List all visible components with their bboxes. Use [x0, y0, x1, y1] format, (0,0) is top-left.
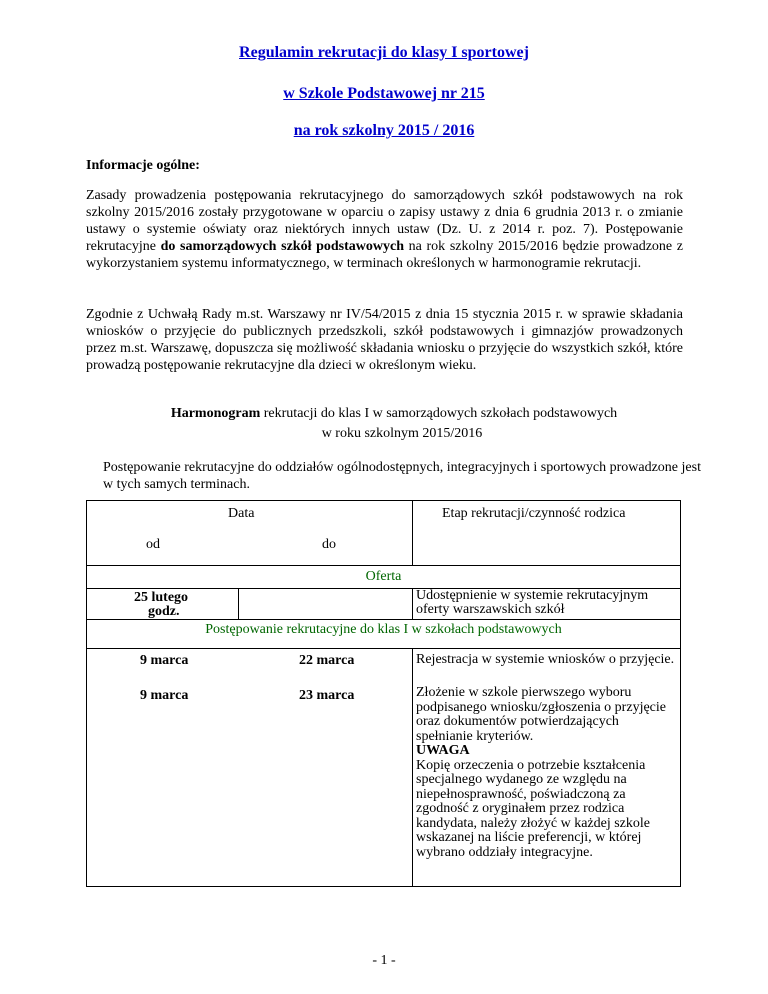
document-title-line-1: Regulamin rekrutacji do klasy I sportowej: [239, 44, 529, 61]
harmonogram-subheading: w roku szkolnym 2015/2016: [321, 426, 483, 441]
table-col-divider-oferta-1: [238, 588, 239, 619]
page-number: - 1 -: [372, 953, 396, 968]
table-col-divider-rows: [412, 648, 413, 886]
row1-date-to: 22 marca: [299, 653, 355, 668]
table-border-left: [86, 500, 87, 887]
harmonogram-heading: [0, 406, 768, 422]
paragraph-rules-bold: do samorządowych szkół podstawowych: [160, 239, 405, 254]
table-border-top: [86, 500, 681, 501]
paragraph-resolution: Zgodnie z Uchwałą Rady m.st. Warszawy nr IV/54/2015 z dnia 15 stycznia 2015 r. w sprawie składania wniosków o przyjęcie do publicznych przedszkoli, szkół podstawowych i gimnazjów prowadzonych przez m.st. Warszawę, dopuszcza się możliwość składania wniosku o przyjęcie do wszystkich szkół, które prowadzą postępowanie rekrutacyjne dla dzieci w określonym wieku.: [86, 307, 683, 373]
row2-date-from: 9 marca: [140, 688, 189, 703]
row2-note-text: Kopię orzeczenia o potrzebie kształcenia specjalnego wydanego ze względu na niepełnosprawność, poświadczoną za zgodność z oryginałem przez rodzica kandydata, należy złożyć w każdej szkole wskazanej na liście preferencji, w której wybrano oddziały integracyjne.: [416, 757, 651, 860]
table-row-divider-3: [86, 619, 681, 620]
document-title-line-3: na rok szkolny 2015 / 2016: [293, 122, 475, 139]
paragraph-rules-text-1: Zasady prowadzenia postępowania rekrutacyjnego do samorządowych szkół podstawowych na rok szkolny 2015/2016 zostały przygotowane w oparciu o zapisy ustawy z dnia 6 grudnia 2013 r. o zmianie ustawy o systemie oświaty oraz niektórych innych ustaw (Dz. U. z 2014 r. poz. 7). Postępowanie rekrutacyjne: [86, 188, 683, 254]
paragraph-rules-text-2: na rok szkolny 2015/2016 będzie prowadzone z wykorzystaniem systemu informatycznego, w terminach określonych w harmonogramie rekrutacji.: [86, 239, 683, 271]
harmonogram-line-1: rekrutacji do klas I w samorządowych szkołach podstawowych: [260, 406, 618, 421]
table-row-divider-1: [86, 565, 681, 566]
table-header-stage: Etap rekrutacji/czynność rodzica: [442, 506, 626, 521]
row2-date-to: 23 marca: [299, 688, 355, 703]
oferta-date-from: 25 lutego: [134, 590, 189, 605]
document-title-line-2: w Szkole Podstawowej nr 215: [283, 85, 485, 102]
harmonogram-bold-word: Harmonogram: [170, 406, 261, 421]
table-header-to: do: [322, 537, 336, 552]
table-col-divider-header: [412, 500, 413, 565]
table-border-right: [680, 500, 681, 887]
row1-stage: Rejestracja w systemie wniosków o przyjęcie.: [416, 652, 675, 667]
intro-text: Postępowanie rekrutacyjne do oddziałów ogólnodostępnych, integracyjnych i sportowych prowadzone jest w tych samych terminach.: [103, 460, 701, 492]
table-section-oferta: Oferta: [365, 569, 402, 584]
table-header-from: od: [146, 537, 160, 552]
section-heading: Informacje ogólne:: [86, 158, 200, 173]
row1-date-from: 9 marca: [140, 653, 189, 668]
row2-stage-text: Złożenie w szkole pierwszego wyboru podpisanego wniosku/zgłoszenia o przyjęcie oraz dokumentów potwierdzających spełnianie kryteriów.: [416, 685, 666, 744]
row2-note-label: UWAGA: [416, 743, 470, 758]
table-section-postepowanie: Postępowanie rekrutacyjne do klas I w szkołach podstawowych: [205, 622, 562, 637]
table-row-divider-4: [86, 648, 681, 649]
paragraph-rules: [86, 187, 683, 272]
table-header-date: Data: [228, 506, 255, 521]
row2-stage: [416, 686, 678, 860]
oferta-stage: Udostępnienie w systemie rekrutacyjnym oferty warszawskich szkół: [416, 588, 649, 617]
oferta-time-from: godz.: [148, 604, 180, 618]
table-border-bottom: [86, 886, 681, 887]
table-col-divider-oferta-2: [412, 588, 413, 619]
